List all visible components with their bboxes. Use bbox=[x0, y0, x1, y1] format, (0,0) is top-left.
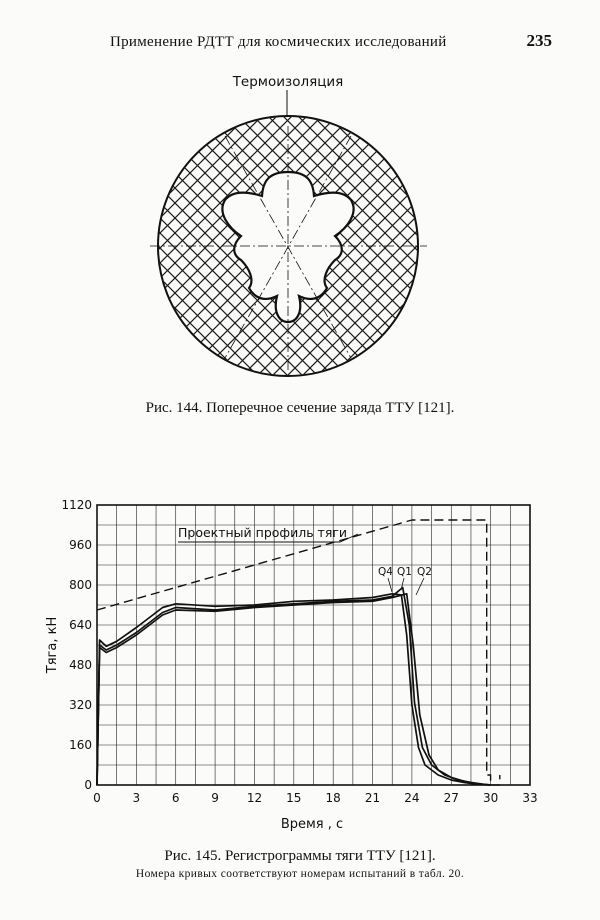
x-tick-label: 30 bbox=[482, 791, 499, 805]
y-tick-label: 640 bbox=[69, 618, 92, 632]
figure-145-thrust-chart bbox=[40, 495, 560, 840]
series-label-q1: Q1 bbox=[397, 566, 412, 578]
design-profile-label: Проектный профиль тяги bbox=[178, 525, 348, 540]
figure-144-cross-section bbox=[145, 68, 435, 398]
running-header: Применение РДТТ для космических исследований bbox=[110, 34, 447, 50]
y-tick-label: 1120 bbox=[61, 498, 92, 512]
y-tick-label: 160 bbox=[69, 738, 92, 752]
x-axis-label: Время , с bbox=[280, 817, 344, 832]
y-tick-labels bbox=[61, 498, 92, 792]
y-tick-label: 320 bbox=[69, 698, 92, 712]
chart-grid bbox=[97, 505, 530, 785]
x-tick-label: 27 bbox=[443, 791, 459, 805]
figure-144-caption: Рис. 144. Поперечное сечение заряда ТТУ [121]. bbox=[145, 400, 455, 416]
x-tick-label: 6 bbox=[171, 791, 180, 805]
x-tick-label: 3 bbox=[132, 791, 141, 805]
series-label-q2: Q2 bbox=[417, 566, 432, 578]
x-tick-label: 12 bbox=[246, 791, 263, 805]
series-label-q4: Q4 bbox=[378, 566, 393, 578]
y-tick-label: 960 bbox=[69, 538, 92, 552]
x-tick-label: 18 bbox=[325, 791, 341, 805]
y-tick-label: 800 bbox=[69, 578, 92, 592]
series-label-leaders bbox=[388, 578, 424, 595]
x-tick-labels bbox=[93, 791, 537, 805]
figure-145-caption: Рис. 145. Регистрограммы тяги ТТУ [121]. bbox=[164, 848, 436, 864]
x-tick-label: 0 bbox=[93, 791, 101, 805]
y-tick-label: 480 bbox=[69, 658, 92, 672]
x-tick-label: 33 bbox=[522, 791, 538, 805]
x-tick-label: 9 bbox=[211, 791, 219, 805]
insulation-label: Термоизоляция bbox=[232, 74, 344, 90]
y-axis-label: Тяга, кН bbox=[45, 616, 60, 674]
x-tick-label: 21 bbox=[364, 791, 381, 805]
page-number: 235 bbox=[526, 31, 552, 50]
x-tick-label: 24 bbox=[404, 791, 420, 805]
x-tick-label: 15 bbox=[286, 791, 302, 805]
y-tick-label: 0 bbox=[84, 778, 92, 792]
figure-145-note: Номера кривых соответствуют номерам испытаний в табл. 20. bbox=[135, 868, 465, 880]
